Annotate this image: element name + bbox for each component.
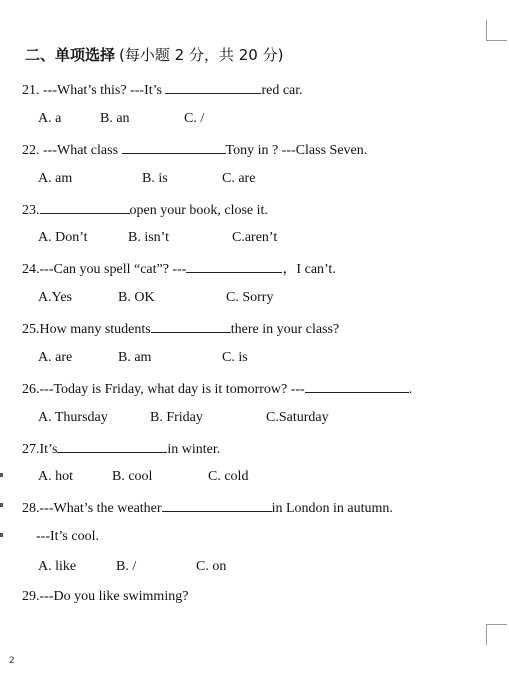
question-28-reply: ---It’s cool.	[36, 529, 99, 544]
question-text: 25.How many students	[22, 322, 151, 337]
option-b[interactable]: B. am	[118, 350, 152, 365]
question-text: 23.	[22, 203, 40, 218]
section-subtitle: (每小题 2 分，共 20 分)	[119, 46, 284, 64]
option-a[interactable]: A. like	[38, 559, 77, 574]
question-21	[22, 80, 303, 100]
option-b[interactable]: B. /	[116, 559, 137, 574]
answer-blank[interactable]	[186, 259, 282, 273]
question-text: 21. ---What’s this? ---It’s	[22, 83, 166, 98]
option-b[interactable]: B. OK	[118, 290, 155, 305]
question-29	[22, 588, 188, 606]
page-number: 2	[9, 656, 15, 666]
option-c[interactable]: C. are	[222, 171, 256, 186]
option-b[interactable]: B. an	[100, 111, 130, 126]
margin-mark	[0, 533, 3, 537]
question-26	[22, 379, 412, 399]
option-b[interactable]: B. isn’t	[128, 230, 169, 245]
answer-blank[interactable]	[122, 140, 226, 154]
answer-blank[interactable]	[40, 200, 130, 214]
option-a[interactable]: A.Yes	[38, 290, 72, 305]
question-text: 26.---Today is Friday, what day is it tomorrow? ---	[22, 382, 305, 397]
section-title: 二、单项选择	[25, 46, 116, 64]
question-text-tail: there in your class?	[230, 322, 340, 337]
option-a[interactable]: A. am	[38, 171, 73, 186]
crop-mark-top-right	[486, 20, 507, 41]
question-text-tail: in London in autumn.	[271, 501, 393, 516]
margin-mark	[0, 503, 3, 507]
option-b[interactable]: B. Friday	[150, 410, 203, 425]
option-a[interactable]: A. a	[38, 111, 62, 126]
answer-blank[interactable]	[57, 439, 167, 453]
section-heading	[25, 44, 283, 65]
question-text: 28.---What’s the weather	[22, 501, 162, 516]
option-c[interactable]: C. /	[184, 111, 205, 126]
question-text-tail: open your book, close it.	[129, 203, 268, 218]
answer-blank[interactable]	[305, 379, 409, 393]
option-a[interactable]: A. are	[38, 350, 73, 365]
option-b[interactable]: B. is	[142, 171, 168, 186]
margin-mark	[0, 473, 3, 477]
question-28	[22, 498, 393, 518]
option-c[interactable]: C. on	[196, 559, 227, 574]
question-25	[22, 319, 339, 339]
question-text-tail: in winter.	[167, 442, 221, 457]
question-text: 27.It’s	[22, 442, 58, 457]
question-24	[22, 259, 336, 279]
question-text-tail: red car.	[261, 83, 303, 98]
answer-blank[interactable]	[151, 319, 231, 333]
question-22	[22, 140, 367, 160]
question-text-tail: .	[408, 382, 413, 397]
option-c[interactable]: C. Sorry	[226, 290, 274, 305]
option-c[interactable]: C.aren’t	[232, 230, 278, 245]
question-27	[22, 439, 220, 459]
option-a[interactable]: A. Don’t	[38, 230, 88, 245]
option-c[interactable]: C. cold	[208, 469, 249, 484]
option-a[interactable]: A. hot	[38, 469, 73, 484]
answer-blank[interactable]	[165, 80, 261, 94]
question-23	[22, 200, 268, 220]
option-c[interactable]: C. is	[222, 350, 248, 365]
question-text-tail: Tony in ? ---Class Seven.	[225, 143, 368, 158]
question-text: 29.---Do you like swimming?	[22, 589, 189, 604]
question-text-tail: ，I can’t.	[282, 262, 336, 277]
option-c[interactable]: C.Saturday	[266, 410, 329, 425]
answer-blank[interactable]	[162, 498, 272, 512]
question-text: 22. ---What class	[22, 143, 122, 158]
crop-mark-bottom-right	[486, 624, 507, 645]
question-text: 24.---Can you spell “cat”? ---	[22, 262, 187, 277]
option-b[interactable]: B. cool	[112, 469, 153, 484]
option-a[interactable]: A. Thursday	[38, 410, 108, 425]
